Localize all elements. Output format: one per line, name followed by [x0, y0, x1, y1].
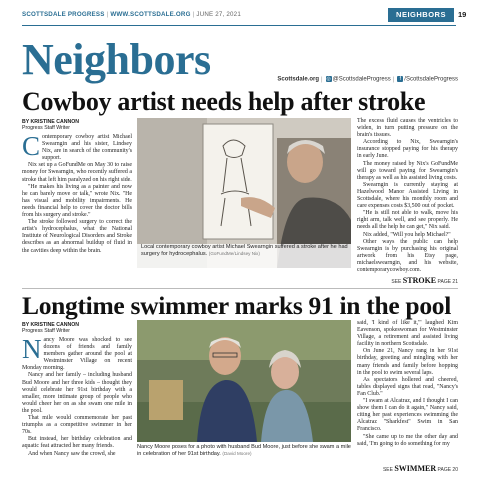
story1-paragraph: The money raised by Nix's GoFundMe will go toward paying for Swearngin's therapy as well as his assisted living costs.	[357, 160, 458, 181]
publication-name: SCOTTSDALE PROGRESS	[22, 11, 105, 18]
story2-column-1	[22, 334, 132, 477]
facebook-icon: f	[397, 76, 403, 82]
story2-paragraph: said, 'I kind of like it,'" laughed Kim Eavenson, spokeswoman for Westminster Village, a retirement and assisted living facility in northern Scottsdale.	[357, 320, 458, 348]
story2-byline-name: BY KRISTINE CANNON	[22, 322, 79, 328]
story2-paragraph: On June 21, Nancy rang in her 91st birthday, greeting and mingling with her many friends and family before hopping in the pool to swim several laps.	[357, 348, 458, 376]
story1-paragraph: The excess fluid causes the ventricles to widen, in turn putting pressure on the brain's tissues.	[357, 118, 458, 139]
story2-paragraph: "She came up to me the other day and said, 'I'm going to do something for my	[357, 433, 458, 447]
story2-lead: Nancy Moore was shocked to see dozens of friends and family members gather around the pool at Westminster Village on recent Monday morning.	[22, 334, 132, 372]
story1-byline	[22, 119, 79, 131]
story2-photo-couple	[137, 320, 351, 442]
story1-lead: Contemporary cowboy artist Michael Swearngin and his sister, Lindsey Nix, are in search of the community's support.	[22, 131, 132, 162]
facebook-handle[interactable]: /ScottsdaleProgress	[404, 76, 458, 83]
story1-paragraph: Other ways the public can help Swearngin is by purchasing his original artwork from his Etsy page, michaelswearngin, and his website, contemporarycowboy.com.	[357, 238, 458, 273]
story2-paragraph: "I swam at Alcatraz, and I thought I can show them I can do it again," Nancy said, citing her past experiences swimming the Alcatraz "Sharkfest" Swim in San Francisco.	[357, 398, 458, 433]
story1-column-1	[22, 131, 132, 284]
social-links: Scottsdale.org | ◎ @ScottsdaleProgress | f /ScottsdaleProgress	[277, 76, 458, 83]
story1-headline: Cowboy artist needs help after stroke	[22, 87, 426, 116]
top-bar	[0, 0, 480, 30]
story1-photo-credit: (GoFundMe/Lindsey Nix)	[208, 250, 260, 256]
couple-pool-photo	[137, 320, 351, 442]
story2-paragraph: Nancy and her family – including husband Bud Moore and her three kids – thought they would celebrate her 91st birthday with a smaller, more intimate group of people who would cheer her on as she swam one mile in the pool.	[22, 372, 132, 414]
story2-paragraph: But instead, her birthday celebration and aquatic feat attracted her many friends.	[22, 436, 132, 450]
publication-website[interactable]: WWW.SCOTTSDALE.ORG	[110, 11, 191, 18]
story-divider	[22, 288, 458, 289]
top-rule	[22, 25, 456, 26]
page-number: 19	[458, 10, 467, 19]
story2-jump-keyword: SWIMMER	[394, 464, 437, 473]
story2-byline	[22, 322, 79, 334]
story2-headline: Longtime swimmer marks 91 in the pool	[22, 291, 451, 320]
story1-byline-title: Progress Staff Writer	[22, 125, 70, 132]
instagram-icon: ◎	[326, 76, 331, 82]
story1-paragraph: Nix added, "Will you help Michael?"	[363, 231, 451, 238]
site-link[interactable]: Scottsdale.org	[277, 76, 320, 83]
story1-paragraph: "He makes his living as a painter and now he can barely move or talk," wrote Nix. "He has visual and mobility impairments. He needs financial help to cover the doctor bills from his surgery and stroke."	[22, 183, 132, 219]
story1-paragraph: Nix set up a GoFundMe on May 30 to raise money for Swearngin, who recently suffered a stroke that left him paralyzed on his right side.	[22, 162, 132, 183]
story2-dropcap: N	[22, 334, 42, 364]
story2-caption: Nancy Moore poses for a photo with husband Bud Moore, just before she swam a mile in celebration of her 91st birthday. (David Moore)	[137, 444, 351, 457]
story1-paragraph: Swearngin is currently staying at Hazelwood Manor Assisted Living in Scottsdale, where his monthly room and care expenses costs $3,500 out of pocket.	[357, 181, 458, 210]
story1-paragraph: "He is still not able to walk, move his right arm, talk well, and see properly. He needs all the help he can get," Nix said.	[357, 210, 458, 231]
story2-paragraph: As spectators hollered and cheered, tables displayed signs that read, "Nancy's Fan Club."	[357, 376, 458, 397]
section-tab: NEIGHBORS	[388, 8, 454, 22]
section-masthead: Neighbors	[22, 35, 211, 84]
publication-date: JUNE 27, 2021	[196, 11, 241, 18]
story1-photo-artist	[137, 118, 351, 268]
story1-paragraph: According to Nix, Swearngin's insurance stopped paying for his therapy in early June.	[357, 139, 458, 160]
story2-column-3	[357, 320, 458, 456]
story2-paragraph: That mile would commemorate her past triumphs as a competitive swimmer in her 70s.	[22, 415, 132, 436]
story2-byline-title: Progress Staff Writer	[22, 328, 70, 335]
story1-dropcap: C	[22, 131, 41, 161]
publication-line: SCOTTSDALE PROGRESS | WWW.SCOTTSDALE.ORG | JUNE 27, 2021	[22, 11, 241, 18]
story2-paragraph: And when Nancy saw the crowd, she	[28, 450, 116, 457]
instagram-handle[interactable]: @ScottsdaleProgress	[332, 76, 391, 83]
story1-byline-name: BY KRISTINE CANNON	[22, 119, 79, 125]
story2-jump-line[interactable]: SEE SWIMMER PAGE 20	[382, 464, 458, 473]
story2-photo-credit: (David Moore)	[222, 450, 252, 456]
story1-jump-keyword: STROKE	[402, 276, 437, 285]
story1-jump-line[interactable]: SEE STROKE PAGE 21	[391, 276, 458, 285]
story1-caption: Local contemporary cowboy artist Michael Swearngin suffered a stroke after he had surgery for hydrocephalus. (GoFundMe/Lindsey Nix)	[141, 244, 348, 257]
story1-paragraph: The stroke followed surgery to correct the artist's hydrocephalus, what the National Institute of Neurological Disorders and Stroke describes as an abnormal buildup of fluid in the cavities deep within the brain.	[22, 219, 132, 254]
story1-column-3	[357, 118, 458, 274]
